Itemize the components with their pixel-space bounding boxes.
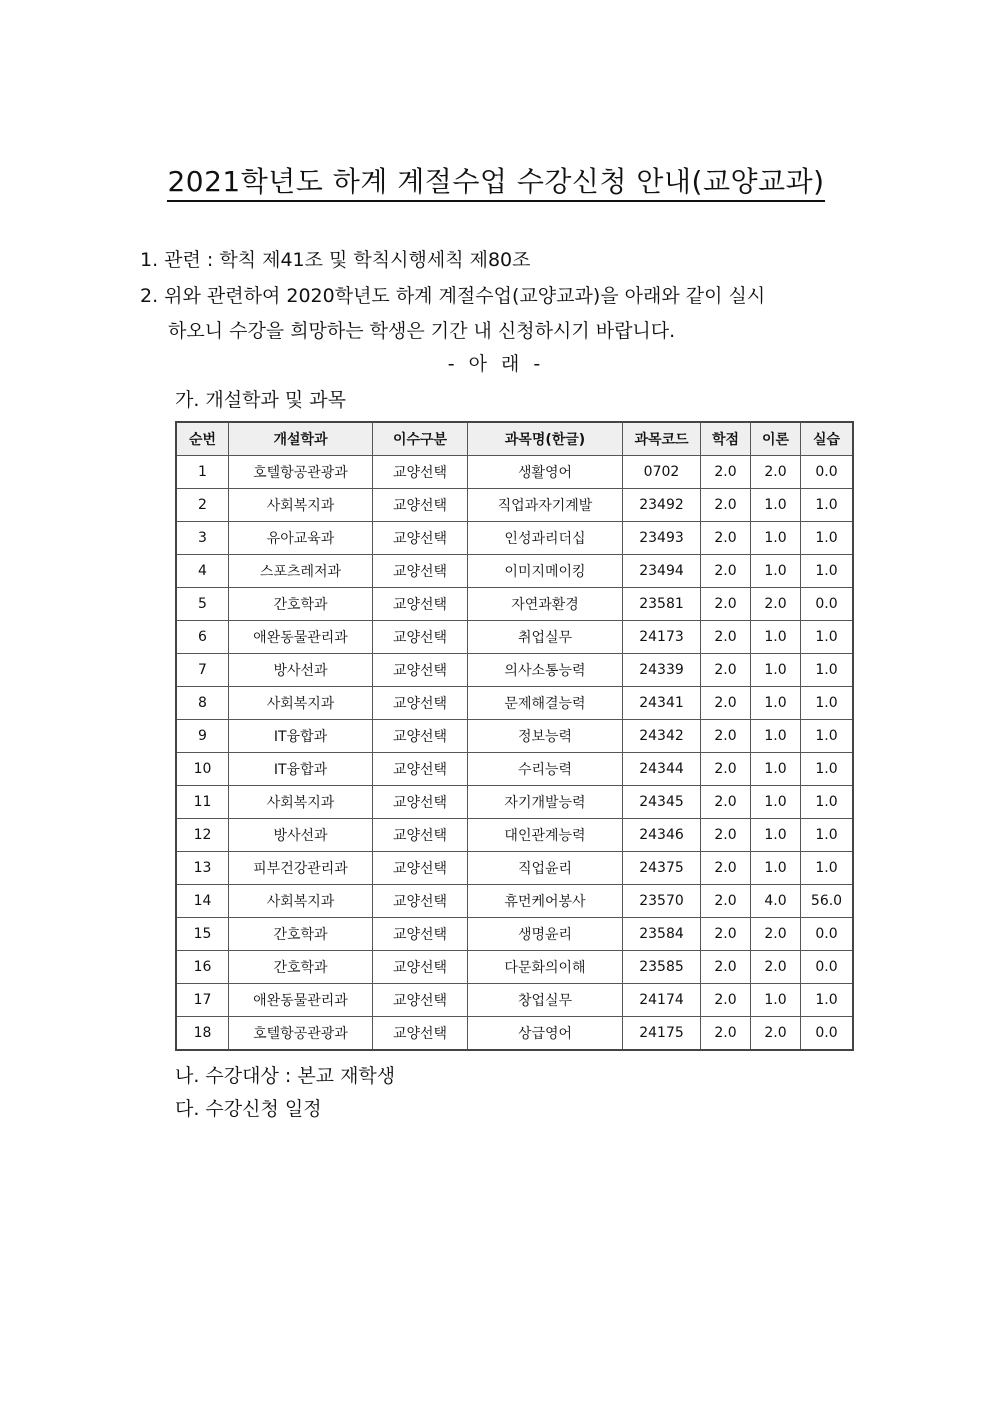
cell-no: 17: [176, 984, 229, 1017]
cell-department: 간호학과: [229, 951, 373, 984]
cell-theory: 2.0: [751, 588, 801, 621]
table-row: [176, 588, 853, 621]
cell-course-code: 24344: [623, 753, 701, 786]
cell-no: 2: [176, 489, 229, 522]
item-2-line-1: 2. 위와 관련하여 2020학년도 하계 계절수업(교양교과)을 아래와 같이 실시: [140, 285, 766, 307]
cell-department: 간호학과: [229, 918, 373, 951]
cell-credits: 2.0: [701, 918, 751, 951]
cell-credits: 2.0: [701, 588, 751, 621]
cell-practice: 0.0: [801, 588, 854, 621]
document-title: [0, 160, 992, 200]
cell-no: 10: [176, 753, 229, 786]
cell-practice: 1.0: [801, 489, 854, 522]
header-practice: 실습: [801, 422, 854, 456]
cell-no: 9: [176, 720, 229, 753]
cell-no: 14: [176, 885, 229, 918]
cell-department: 방사선과: [229, 819, 373, 852]
table-row: [176, 885, 853, 918]
table-row: [176, 918, 853, 951]
cell-no: 15: [176, 918, 229, 951]
cell-no: 1: [176, 456, 229, 489]
header-course-name: 과목명(한글): [468, 422, 623, 456]
cell-department: 피부건강관리과: [229, 852, 373, 885]
cell-course-code: 23492: [623, 489, 701, 522]
cell-credits: 2.0: [701, 489, 751, 522]
cell-course-code: 24175: [623, 1017, 701, 1051]
header-theory: 이론: [751, 422, 801, 456]
table-row: [176, 555, 853, 588]
cell-theory: 1.0: [751, 819, 801, 852]
cell-course-code: 24174: [623, 984, 701, 1017]
cell-course-name: 정보능력: [468, 720, 623, 753]
course-table: [175, 421, 854, 1051]
table-row: [176, 456, 853, 489]
cell-theory: 1.0: [751, 654, 801, 687]
cell-course-code: 23570: [623, 885, 701, 918]
table-row: [176, 786, 853, 819]
cell-theory: 1.0: [751, 720, 801, 753]
cell-course-type: 교양선택: [373, 555, 468, 588]
cell-course-name: 인성과리더십: [468, 522, 623, 555]
table-body: [176, 456, 853, 1051]
cell-course-type: 교양선택: [373, 720, 468, 753]
cell-practice: 0.0: [801, 951, 854, 984]
header-course-type: 이수구분: [373, 422, 468, 456]
cell-no: 6: [176, 621, 229, 654]
cell-course-code: 24345: [623, 786, 701, 819]
cell-course-name: 휴먼케어봉사: [468, 885, 623, 918]
cell-no: 11: [176, 786, 229, 819]
section-na-target: 나. 수강대상 : 본교 재학생: [175, 1065, 396, 1087]
cell-theory: 1.0: [751, 984, 801, 1017]
cell-department: 유아교육과: [229, 522, 373, 555]
cell-practice: 0.0: [801, 1017, 854, 1051]
cell-course-type: 교양선택: [373, 786, 468, 819]
cell-course-code: 23585: [623, 951, 701, 984]
cell-course-type: 교양선택: [373, 951, 468, 984]
table-row: [176, 720, 853, 753]
cell-credits: 2.0: [701, 687, 751, 720]
item-2-line-2: 하오니 수강을 희망하는 학생은 기간 내 신청하시기 바랍니다.: [168, 320, 676, 342]
cell-practice: 1.0: [801, 786, 854, 819]
cell-department: 호텔항공관광과: [229, 456, 373, 489]
header-credits: 학점: [701, 422, 751, 456]
cell-theory: 4.0: [751, 885, 801, 918]
cell-no: 7: [176, 654, 229, 687]
cell-credits: 2.0: [701, 852, 751, 885]
cell-course-name: 의사소통능력: [468, 654, 623, 687]
table-header-row: [176, 422, 853, 456]
cell-department: 스포츠레저과: [229, 555, 373, 588]
cell-practice: 1.0: [801, 852, 854, 885]
cell-practice: 0.0: [801, 918, 854, 951]
cell-course-code: 24341: [623, 687, 701, 720]
table-row: [176, 621, 853, 654]
cell-course-code: 24173: [623, 621, 701, 654]
cell-theory: 1.0: [751, 786, 801, 819]
cell-credits: 2.0: [701, 984, 751, 1017]
cell-practice: 1.0: [801, 984, 854, 1017]
cell-credits: 2.0: [701, 753, 751, 786]
cell-credits: 2.0: [701, 456, 751, 489]
cell-department: 간호학과: [229, 588, 373, 621]
cell-course-type: 교양선택: [373, 984, 468, 1017]
cell-department: 애완동물관리과: [229, 984, 373, 1017]
cell-course-name: 수리능력: [468, 753, 623, 786]
cell-course-type: 교양선택: [373, 456, 468, 489]
table-row: [176, 753, 853, 786]
cell-practice: 1.0: [801, 654, 854, 687]
cell-credits: 2.0: [701, 720, 751, 753]
cell-course-type: 교양선택: [373, 1017, 468, 1051]
cell-theory: 2.0: [751, 456, 801, 489]
cell-course-type: 교양선택: [373, 852, 468, 885]
cell-practice: 1.0: [801, 753, 854, 786]
cell-course-name: 생명윤리: [468, 918, 623, 951]
table-row: [176, 984, 853, 1017]
cell-no: 4: [176, 555, 229, 588]
cell-course-code: 23584: [623, 918, 701, 951]
cell-no: 18: [176, 1017, 229, 1051]
cell-department: 사회복지과: [229, 786, 373, 819]
cell-course-name: 취업실무: [468, 621, 623, 654]
cell-practice: 1.0: [801, 687, 854, 720]
header-department: 개설학과: [229, 422, 373, 456]
cell-practice: 1.0: [801, 720, 854, 753]
cell-practice: 1.0: [801, 621, 854, 654]
cell-department: 사회복지과: [229, 885, 373, 918]
cell-course-type: 교양선택: [373, 588, 468, 621]
table-row: [176, 1017, 853, 1051]
cell-course-name: 자연과환경: [468, 588, 623, 621]
cell-credits: 2.0: [701, 654, 751, 687]
cell-department: 사회복지과: [229, 489, 373, 522]
cell-department: 사회복지과: [229, 687, 373, 720]
cell-department: 호텔항공관광과: [229, 1017, 373, 1051]
cell-practice: 1.0: [801, 522, 854, 555]
cell-department: 애완동물관리과: [229, 621, 373, 654]
cell-credits: 2.0: [701, 885, 751, 918]
cell-no: 3: [176, 522, 229, 555]
below-marker: - 아 래 -: [447, 353, 545, 375]
section-da-schedule: 다. 수강신청 일정: [175, 1098, 322, 1120]
cell-credits: 2.0: [701, 951, 751, 984]
table-row: [176, 852, 853, 885]
cell-credits: 2.0: [701, 819, 751, 852]
cell-practice: 56.0: [801, 885, 854, 918]
document-title-text: 2021학년도 하계 계절수업 수강신청 안내(교양교과): [167, 165, 824, 202]
cell-course-code: 24375: [623, 852, 701, 885]
cell-practice: 0.0: [801, 456, 854, 489]
cell-department: IT융합과: [229, 753, 373, 786]
cell-course-code: 24339: [623, 654, 701, 687]
cell-theory: 1.0: [751, 555, 801, 588]
cell-course-type: 교양선택: [373, 621, 468, 654]
cell-course-code: 23581: [623, 588, 701, 621]
cell-course-type: 교양선택: [373, 753, 468, 786]
cell-course-type: 교양선택: [373, 489, 468, 522]
section-ga-heading: 가. 개설학과 및 과목: [175, 389, 346, 411]
cell-course-type: 교양선택: [373, 885, 468, 918]
cell-course-code: 23494: [623, 555, 701, 588]
cell-theory: 2.0: [751, 918, 801, 951]
cell-theory: 2.0: [751, 1017, 801, 1051]
cell-theory: 1.0: [751, 522, 801, 555]
cell-theory: 1.0: [751, 621, 801, 654]
cell-course-type: 교양선택: [373, 654, 468, 687]
table-row: [176, 489, 853, 522]
header-course-code: 과목코드: [623, 422, 701, 456]
table-row: [176, 819, 853, 852]
cell-theory: 1.0: [751, 753, 801, 786]
cell-course-name: 상급영어: [468, 1017, 623, 1051]
cell-practice: 1.0: [801, 819, 854, 852]
cell-course-name: 다문화의이해: [468, 951, 623, 984]
cell-no: 16: [176, 951, 229, 984]
cell-no: 8: [176, 687, 229, 720]
table-row: [176, 687, 853, 720]
cell-course-name: 직업윤리: [468, 852, 623, 885]
table-row: [176, 522, 853, 555]
cell-theory: 1.0: [751, 852, 801, 885]
header-no: 순번: [176, 422, 229, 456]
cell-no: 13: [176, 852, 229, 885]
cell-credits: 2.0: [701, 1017, 751, 1051]
cell-credits: 2.0: [701, 555, 751, 588]
cell-course-name: 이미지메이킹: [468, 555, 623, 588]
table-row: [176, 951, 853, 984]
cell-course-name: 대인관계능력: [468, 819, 623, 852]
cell-no: 12: [176, 819, 229, 852]
item-1-related: 1. 관련 : 학칙 제41조 및 학칙시행세칙 제80조: [140, 249, 531, 271]
cell-course-code: 0702: [623, 456, 701, 489]
cell-credits: 2.0: [701, 522, 751, 555]
cell-course-name: 직업과자기계발: [468, 489, 623, 522]
cell-practice: 1.0: [801, 555, 854, 588]
cell-department: 방사선과: [229, 654, 373, 687]
cell-course-code: 24342: [623, 720, 701, 753]
cell-course-name: 자기개발능력: [468, 786, 623, 819]
cell-course-name: 문제해결능력: [468, 687, 623, 720]
cell-course-code: 24346: [623, 819, 701, 852]
cell-course-name: 생활영어: [468, 456, 623, 489]
cell-course-name: 창업실무: [468, 984, 623, 1017]
cell-theory: 1.0: [751, 489, 801, 522]
cell-course-type: 교양선택: [373, 522, 468, 555]
cell-theory: 2.0: [751, 951, 801, 984]
cell-no: 5: [176, 588, 229, 621]
cell-course-type: 교양선택: [373, 819, 468, 852]
cell-theory: 1.0: [751, 687, 801, 720]
cell-department: IT융합과: [229, 720, 373, 753]
cell-course-code: 23493: [623, 522, 701, 555]
cell-course-type: 교양선택: [373, 687, 468, 720]
cell-credits: 2.0: [701, 786, 751, 819]
cell-credits: 2.0: [701, 621, 751, 654]
table-row: [176, 654, 853, 687]
cell-course-type: 교양선택: [373, 918, 468, 951]
